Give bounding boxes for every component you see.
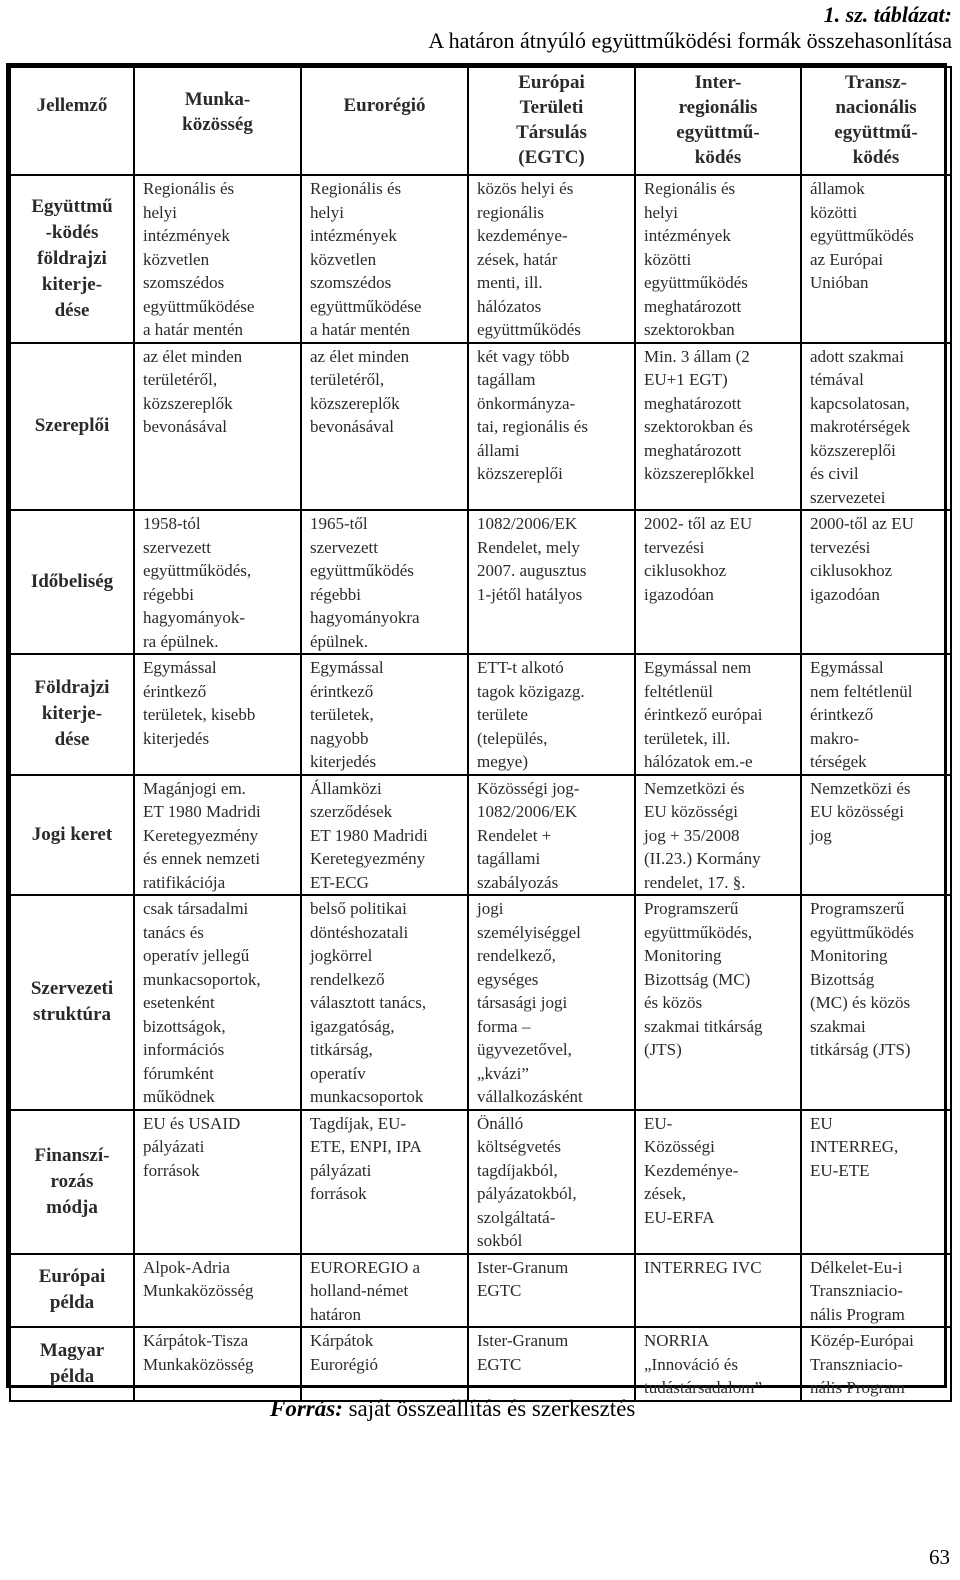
table-cell: Tagdíjak, EU- ETE, ENPI, IPA pályázati források [301, 1110, 468, 1254]
table-cell: Alpok-Adria Munkaközösség [134, 1254, 301, 1328]
table-row [10, 895, 951, 1110]
table-cell: Közép-Európai Transzniacio- nális Program [801, 1327, 951, 1401]
table-cell: Közösségi jog- 1082/2006/EK Rendelet + tagállami szabályozás [468, 775, 635, 896]
table-cell: Regionális és helyi intézmények közvetlen szomszédos együttműködése a határ mentén [301, 175, 468, 343]
row-header: Időbeliség [10, 510, 134, 654]
table-cell: 1082/2006/EK Rendelet, mely 2007. augusztus 1-jétől hatályos [468, 510, 635, 654]
table-cell: Programszerű együttműködés, Monitoring Bizottság (MC) és közös szakmai titkárság (JTS) [635, 895, 801, 1110]
table-header-row [10, 67, 951, 175]
column-header-transznacionalis: Transz- nacionális együttmű- ködés [801, 67, 951, 175]
table-cell: EU- Közösségi Kezdeménye- zések, EU-ERFA [635, 1110, 801, 1254]
source-label: Forrás: [270, 1396, 343, 1421]
table-row [10, 343, 951, 511]
column-header-egtc: Európai Területi Társulás (EGTC) [468, 67, 635, 175]
table-cell: Kárpátok Eurorégió [301, 1327, 468, 1401]
column-header-munkakozosseg: Munka- közösség [134, 67, 301, 175]
table-cell: EUROREGIO a holland-német határon [301, 1254, 468, 1328]
table-cell: csak társadalmi tanács és operatív jellegű munkacsoportok, esetenként bizottságok, információs fórumként működnek [134, 895, 301, 1110]
row-header: Európai példa [10, 1254, 134, 1328]
table-cell: közös helyi és regionális kezdeménye- zések, határ menti, ill. hálózatos együttműködés [468, 175, 635, 343]
page-number: 63 [929, 1545, 950, 1569]
table-cell: két vagy több tagállam önkormányza- tai, regionális és állami közszereplői [468, 343, 635, 511]
table-cell: Magánjogi em. ET 1980 Madridi Keretegyezmény és ennek nemzeti ratifikációja [134, 775, 301, 896]
table-cell: Délkelet-Eu-i Transzniacio- nális Program [801, 1254, 951, 1328]
row-header: Finanszí- rozás módja [10, 1110, 134, 1254]
table-number: 1. sz. táblázat: [823, 2, 952, 27]
table-row [10, 175, 951, 343]
table-cell: INTERREG IVC [635, 1254, 801, 1328]
comparison-table [6, 63, 947, 1397]
table-cell: belső politikai döntéshozatali jogkörrel rendelkező választott tanács, igazgatóság, titkárság, operatív munkacsoportok [301, 895, 468, 1110]
table-cell: Egymással érintkező területek, nagyobb kiterjedés [301, 654, 468, 775]
table-cell: Egymással érintkező területek, kisebb kiterjedés [134, 654, 301, 775]
table-cell: adott szakmai témával kapcsolatosan, makrotérségek közszereplői és civil szervezetei [801, 343, 951, 511]
table-row [10, 1327, 951, 1401]
table-row [10, 775, 951, 896]
table-cell: 1965-től szervezett együttműködés régebbi hagyományokra épülnek. [301, 510, 468, 654]
table-cell: EU és USAID pályázati források [134, 1110, 301, 1254]
column-header-interregionalis: Inter- regionális együttmű- ködés [635, 67, 801, 175]
row-header: Szereplői [10, 343, 134, 511]
row-header: Magyar példa [10, 1327, 134, 1401]
source-note [270, 1396, 635, 1422]
table-cell: Államközi szerződések ET 1980 Madridi Keretegyezmény ET-ECG [301, 775, 468, 896]
row-header: Szervezeti struktúra [10, 895, 134, 1110]
table-cell: Egymással nem feltétlenül érintkező makro- térségek [801, 654, 951, 775]
table-cell: 2000-től az EU tervezési ciklusokhoz igazodóan [801, 510, 951, 654]
table-cell: az élet minden területéről, közszereplők bevonásával [134, 343, 301, 511]
table-cell: Ister-Granum EGTC [468, 1254, 635, 1328]
column-header-euroregio: Eurorégió [301, 67, 468, 175]
table-cell: Regionális és helyi intézmények közvetlen szomszédos együttműködése a határ mentén [134, 175, 301, 343]
table-cell: államok közötti együttműködés az Európai Unióban [801, 175, 951, 343]
table-cell: 2002- től az EU tervezési ciklusokhoz igazodóan [635, 510, 801, 654]
table-row [10, 654, 951, 775]
table-row [10, 510, 951, 654]
source-text: saját összeállítás és szerkesztés [342, 1396, 636, 1421]
table-cell: NORRIA „Innováció és tudástársadalom” [635, 1327, 801, 1401]
table-cell: ETT-t alkotó tagok közigazg. területe (település, megye) [468, 654, 635, 775]
table-cell: az élet minden területéről, közszereplők bevonásával [301, 343, 468, 511]
table-cell: 1958-tól szervezett együttműködés, régebbi hagyományok- ra épülnek. [134, 510, 301, 654]
table-cell: Nemzetközi és EU közösségi jog + 35/2008 (II.23.) Kormány rendelet, 17. §. [635, 775, 801, 896]
row-header: Földrajzi kiterje- dése [10, 654, 134, 775]
table-cell: Min. 3 állam (2 EU+1 EGT) meghatározott szektorokban és meghatározott közszereplőkkel [635, 343, 801, 511]
table-cell: Programszerű együttműködés Monitoring Bizottság (MC) és közös szakmai titkárság (JTS) [801, 895, 951, 1110]
table-title: A határon átnyúló együttműködési formák összehasonlítása [428, 28, 952, 53]
table-cell: Ister-Granum EGTC [468, 1327, 635, 1401]
row-header: Jogi keret [10, 775, 134, 896]
table-cell: Regionális és helyi intézmények közötti együttműködés meghatározott szektorokban [635, 175, 801, 343]
table-row [10, 1110, 951, 1254]
table-cell: jogi személyiséggel rendelkező, egységes társasági jogi forma – ügyvezetővel, „kvázi” vállalkozásként [468, 895, 635, 1110]
table-cell: Önálló költségvetés tagdíjakból, pályázatokból, szolgáltatá- sokból [468, 1110, 635, 1254]
table-cell: Kárpátok-Tisza Munkaközösség [134, 1327, 301, 1401]
row-header: Együttmű -ködés földrajzi kiterje- dése [10, 175, 134, 343]
table-row [10, 1254, 951, 1328]
column-header-jellemzo: Jellemző [10, 67, 134, 175]
table-cell: EU INTERREG, EU-ETE [801, 1110, 951, 1254]
table-cell: Nemzetközi és EU közösségi jog [801, 775, 951, 896]
table-cell: Egymással nem feltétlenül érintkező európai területek, ill. hálózatok em.-e [635, 654, 801, 775]
